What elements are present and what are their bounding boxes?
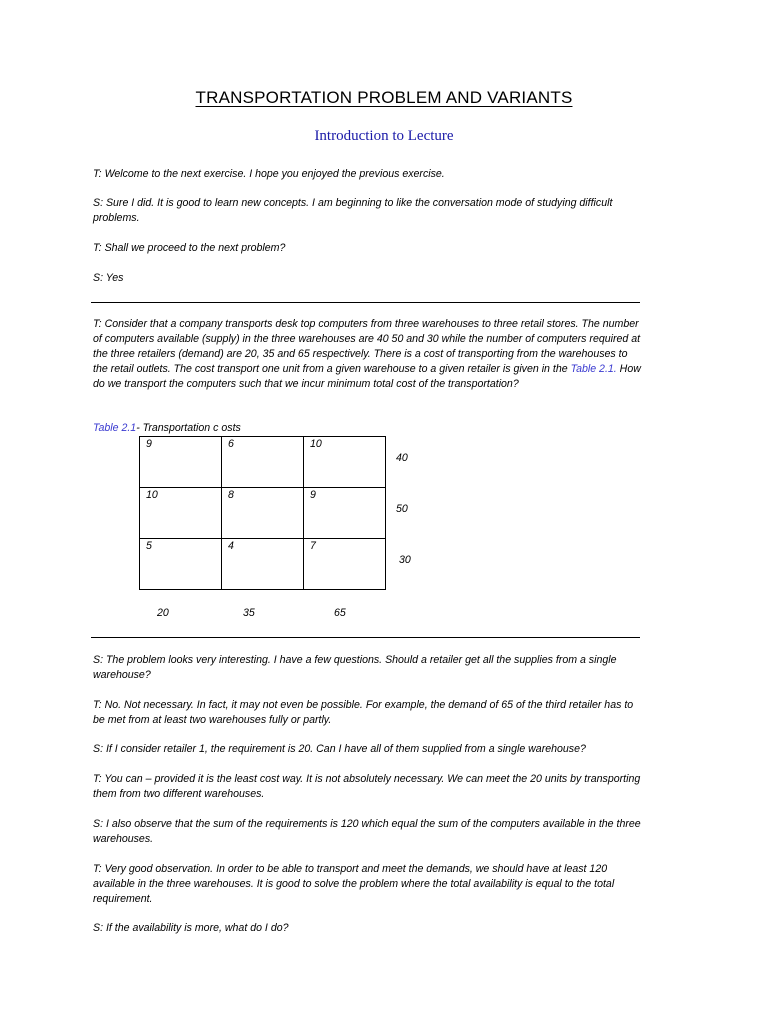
cost-cell: 6 [222, 437, 304, 488]
intro-line-4: S: Yes [93, 272, 124, 284]
section-divider [91, 637, 640, 638]
dialogue-line-1: S: The problem looks very interesting. I have a few questions. Should a retailer get all the supplies from a single warehouse? [93, 654, 617, 681]
intro-line-1: T: Welcome to the next exercise. I hope you enjoyed the previous exercise. [93, 168, 445, 180]
lecture-subtitle: Introduction to Lecture [314, 128, 454, 144]
dialogue-line-6: T: Very good observation. In order to be able to transport and meet the demands, we should have at least 120 available in the three warehouses. It is good to solve the problem where the total availability is equal to the total requirement. [93, 863, 615, 905]
table-row [140, 437, 386, 488]
cost-cell: 9 [304, 488, 386, 539]
table-row [140, 488, 386, 539]
problem-statement [93, 317, 645, 392]
transportation-cost-table [139, 436, 386, 590]
demand-value-2: 35 [243, 607, 255, 619]
cost-cell: 8 [222, 488, 304, 539]
dialogue-line-2: T: No. Not necessary. In fact, it may not even be possible. For example, the demand of 65 of the third retailer has to be met from at least two warehouses fully or partly. [93, 699, 634, 726]
dialogue-line-5: S: I also observe that the sum of the requirements is 120 which equal the sum of the computers available in the three warehouses. [93, 818, 641, 845]
problem-text-before: T: Consider that a company transports desk top computers from three warehouses to three retail stores. The number of computers available (supply) in the three warehouses are 40 50 and 30 while the number of computers required at the three retailers (demand) are 20, 35 and 65 respectively. There is a cost of transporting from the warehouses to the retail outlets. The cost transport one unit from a given warehouse to a given retailer is given in the [93, 318, 641, 375]
cost-cell: 7 [304, 539, 386, 590]
dialogue-line-4: T: You can – provided it is the least cost way. It is not absolutely necessary. We can meet the 20 units by transporting them from two different warehouses. [93, 773, 641, 800]
problem-text-after: How do we transport the computers such that we incur minimum total cost of the transportation? [93, 363, 641, 390]
supply-value-1: 40 [396, 452, 408, 464]
cost-cell: 10 [140, 488, 222, 539]
cost-cell: 9 [140, 437, 222, 488]
section-divider [91, 302, 640, 303]
table-row [140, 539, 386, 590]
table-caption-ref: Table 2.1 [93, 422, 137, 434]
demand-value-3: 65 [334, 607, 346, 619]
cost-cell: 5 [140, 539, 222, 590]
table-caption-text: - Transportation c osts [136, 422, 241, 434]
intro-line-3: T: Shall we proceed to the next problem? [93, 242, 286, 254]
supply-value-2: 50 [396, 503, 408, 515]
page-title: TRANSPORTATION PROBLEM AND VARIANTS [195, 88, 573, 107]
cost-cell: 10 [304, 437, 386, 488]
demand-value-1: 20 [157, 607, 169, 619]
supply-value-3: 30 [399, 554, 411, 566]
table-reference-link[interactable]: Table 2.1. [570, 363, 617, 375]
cost-cell: 4 [222, 539, 304, 590]
table-caption [93, 421, 241, 436]
dialogue-line-7: S: If the availability is more, what do I do? [93, 922, 289, 934]
dialogue-line-3: S: If I consider retailer 1, the requirement is 20. Can I have all of them supplied from a single warehouse? [93, 743, 586, 755]
intro-line-2: S: Sure I did. It is good to learn new concepts. I am beginning to like the conversation mode of studying difficult problems. [93, 197, 613, 224]
